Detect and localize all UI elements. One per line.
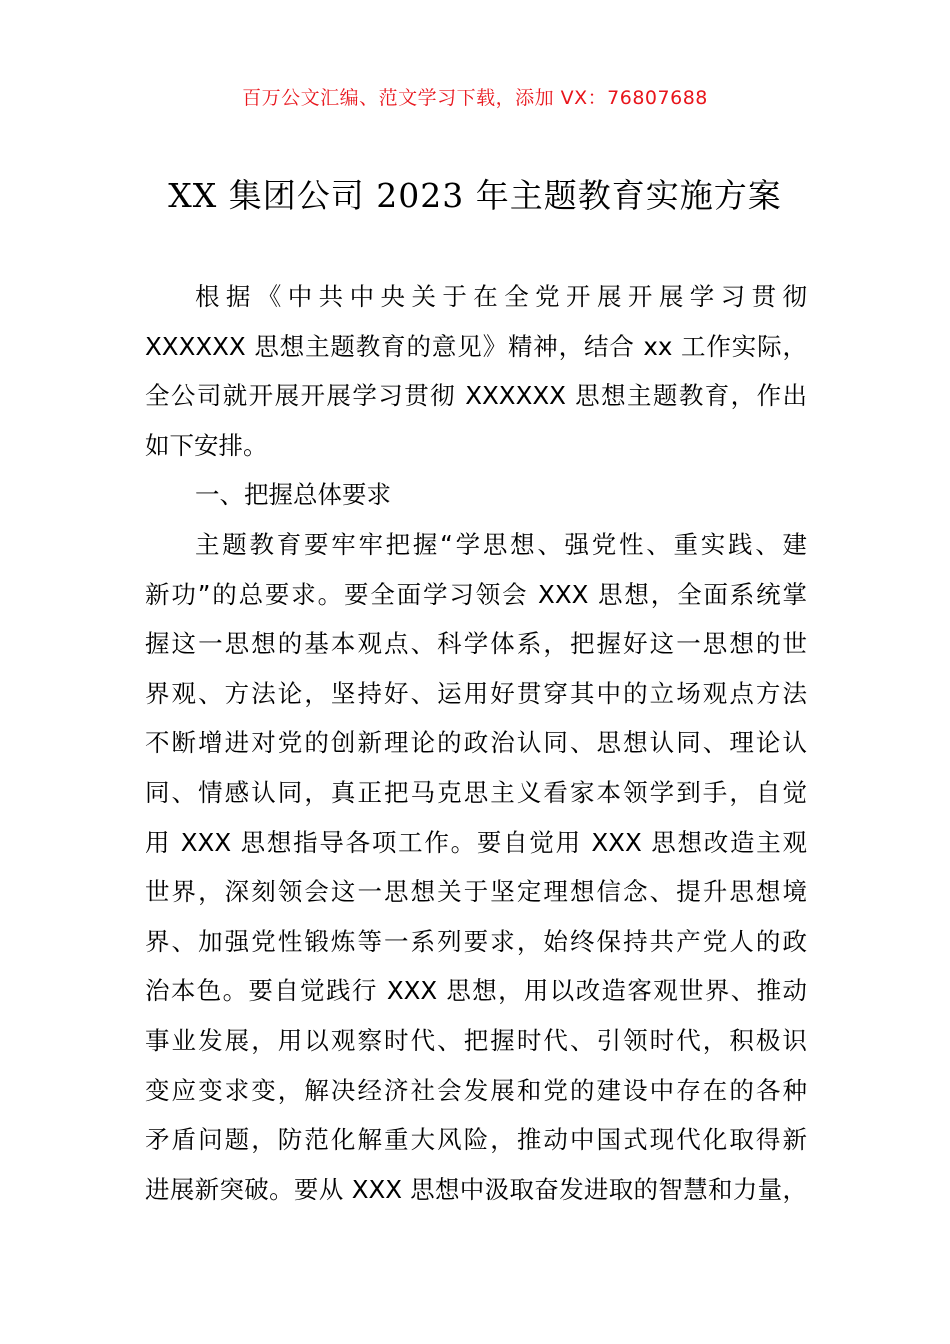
document-body <box>145 272 807 1214</box>
section-line: 主题教育要牢牢把握“学思想、强党性、重实践、建 <box>195 529 807 559</box>
section-line: 治本色。要自觉践行 XXX 思想，用以改造客观世界、推动 <box>145 976 807 1006</box>
section-heading: 一、把握总体要求 <box>195 480 391 510</box>
section-line: 进展新突破。要从 XXX 思想中汲取奋发进取的智慧和力量， <box>145 1174 807 1204</box>
section-line: 不断增进对党的创新理论的政治认同、思想认同、理论认 <box>145 728 807 758</box>
section-line: 变应变求变，解决经济社会发展和党的建设中存在的各种 <box>145 1075 807 1105</box>
section-line: 新功”的总要求。要全面学习领会 XXX 思想，全面系统掌 <box>145 579 807 609</box>
intro-line: 如下安排。 <box>145 430 268 460</box>
header-promo-note: 百万公文汇编、范文学习下载，添加 VX：76807688 <box>242 87 708 109</box>
section-line: 界、加强党性锻炼等一系列要求，始终保持共产党人的政 <box>145 926 807 956</box>
document-title: XX 集团公司 2023 年主题教育实施方案 <box>168 176 782 215</box>
section-line: 同、情感认同，真正把马克思主义看家本领学到手，自觉 <box>145 777 807 807</box>
section-line: 矛盾问题，防范化解重大风险，推动中国式现代化取得新 <box>145 1125 807 1155</box>
section-line: 世界，深刻领会这一思想关于坚定理想信念、提升思想境 <box>145 877 807 907</box>
section-line: 握这一思想的基本观点、科学体系，把握好这一思想的世 <box>145 629 807 659</box>
section-line: 事业发展，用以观察时代、把握时代、引领时代，积极识 <box>145 1025 807 1055</box>
intro-line: 全公司就开展开展学习贯彻 XXXXXX 思想主题教育，作出 <box>145 381 807 411</box>
section-line: 界观、方法论，坚持好、运用好贯穿其中的立场观点方法 <box>145 678 807 708</box>
intro-line: 根据《中共中央关于在全党开展开展学习贯彻 <box>195 282 807 311</box>
section-line: 用 XXX 思想指导各项工作。要自觉用 XXX 思想改造主观 <box>145 827 807 857</box>
intro-line: XXXXXX 思想主题教育的意见》精神，结合 xx 工作实际， <box>145 331 807 361</box>
